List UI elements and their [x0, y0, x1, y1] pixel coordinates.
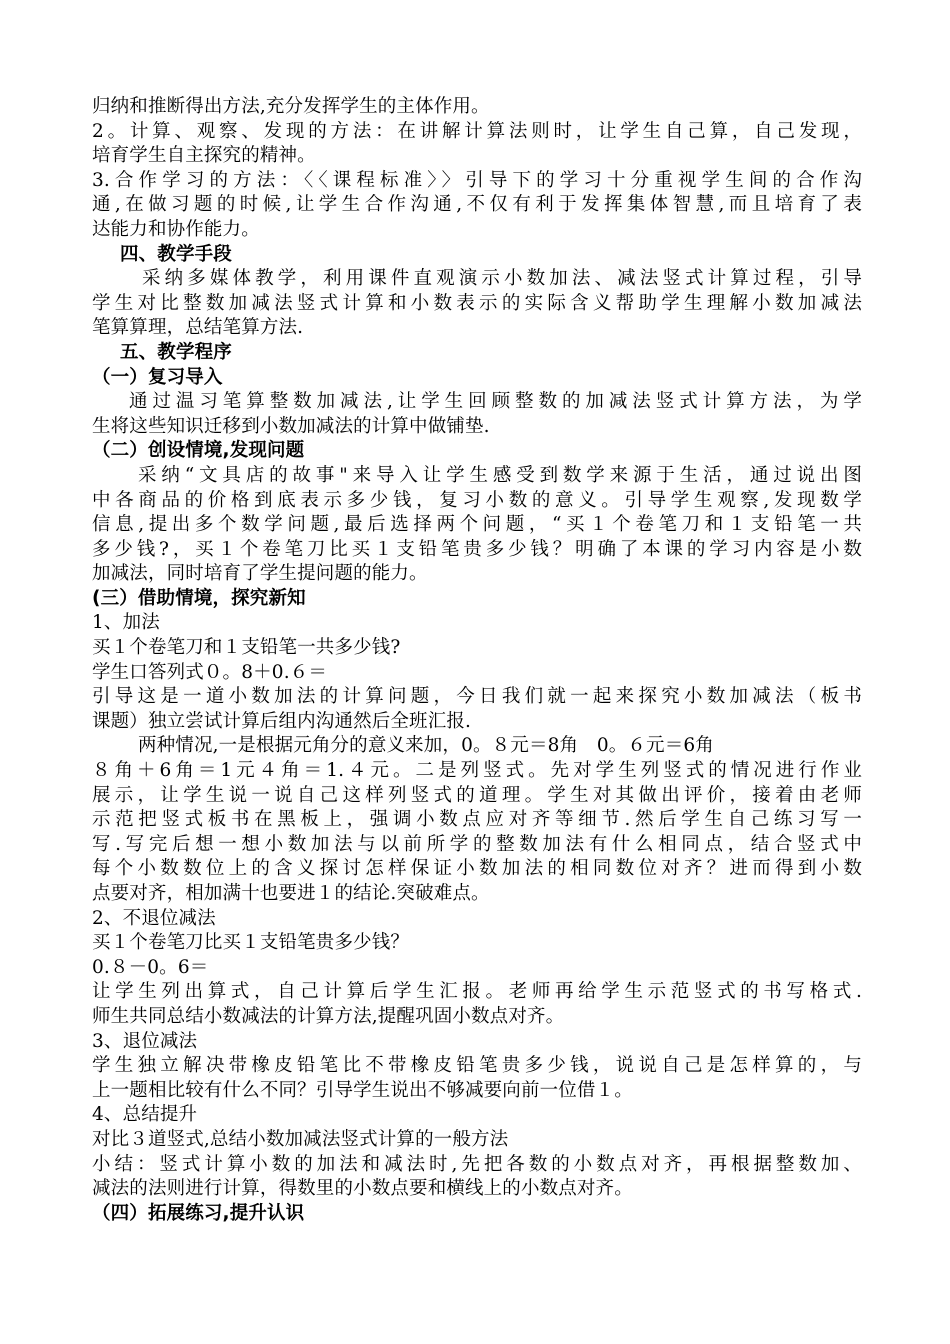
- subsection-heading: （四）拓展练习,提升认识: [92, 1202, 305, 1224]
- text-line: 让学生列出算式，自己计算后学生汇报。老师再给学生示范竖式的书写格式.: [92, 981, 862, 1003]
- text-line: 多少钱?，买１个卷笔刀比买１支铅笔贵多少钱？明确了本课的学习内容是小数: [92, 538, 862, 560]
- text-line: ８角＋6角＝1元４角＝1.４元。二是列竖式。先对学生列竖式的情况进行作业: [92, 760, 862, 782]
- text-line: 采纳“文具店的故事"来导入让学生感受到数学来源于生活，通过说出图: [138, 464, 862, 486]
- text-line: 加减法，同时培育了学生提问题的能力。: [92, 563, 428, 585]
- text-line: 减法的法则进行计算，得数里的小数点要和横线上的小数点对齐。: [92, 1178, 633, 1200]
- text-line: 采纳多媒体教学，利用课件直观演示小数加法、减法竖式计算过程，引导: [142, 268, 862, 290]
- text-line: 小结：竖式计算小数的加法和减法时,先把各数的小数点对齐，再根据整数加、: [92, 1153, 862, 1175]
- text-line: 学生口答列式０。8＋0.６＝: [92, 661, 328, 683]
- text-line: 通过温习笔算整数加减法,让学生回顾整数的加减法竖式计算方法，为学: [129, 391, 862, 413]
- text-line: 展示，让学生说一说自己这样列竖式的道理。学生对其做出评价，接着由老师: [92, 784, 862, 806]
- text-line: 引导这是一道小数加法的计算问题，今日我们就一起来探究小数加减法（板书: [92, 686, 862, 708]
- text-line: 中各商品的价格到底表示多少钱，复习小数的意义。引导学生观察,发现数学: [92, 489, 862, 511]
- text-line: 每个小数数位上的含义探讨怎样保证小数加法的相同数位对齐？进而得到小数: [92, 858, 862, 880]
- text-line: 3、退位减法: [92, 1030, 198, 1052]
- text-line: 4、总结提升: [92, 1104, 198, 1126]
- subsection-heading: （二）创设情境,发现问题: [92, 440, 305, 462]
- text-line: 笔算算理，总结笔算方法.: [92, 317, 304, 339]
- text-line: 示范把竖式板书在黑板上，强调小数点应对齐等细节.然后学生自己练习写一: [92, 809, 862, 831]
- document-page: [92, 95, 862, 1226]
- text-line: 两种情况,一是根据元角分的意义来加，0。８元＝8角 0。６元＝6角: [138, 735, 714, 757]
- text-line: 学生对比整数加减法竖式计算和小数表示的实际含义帮助学生理解小数加减法: [92, 292, 862, 314]
- text-line: 达能力和协作能力。: [92, 218, 260, 240]
- text-line: 师生共同总结小数减法的计算方法,提醒巩固小数点对齐。: [92, 1005, 565, 1027]
- text-line: 3.合作学习的方法：〈〈课程标准〉〉引导下的学习十分重视学生间的合作沟: [92, 169, 862, 191]
- text-line: 0.８－0。6＝: [92, 956, 209, 978]
- section-heading: 五、教学程序: [120, 341, 232, 363]
- text-line: 2。计算、观察、发现的方法：在讲解计算法则时，让学生自己算，自己发现，: [92, 120, 862, 142]
- text-line: 对比３道竖式,总结小数加减法竖式计算的一般方法: [92, 1128, 509, 1150]
- text-line: 买１个卷笔刀比买１支铅笔贵多少钱？: [92, 932, 410, 954]
- subsection-heading: （一）复习导入: [92, 366, 223, 388]
- text-line: 2、不退位减法: [92, 907, 216, 929]
- text-line: 1、加法: [92, 612, 160, 634]
- text-line: 上一题相比较有什么不同？引导学生说出不够减要向前一位借１。: [92, 1079, 633, 1101]
- text-line: 课题）独立尝试计算后组内沟通然后全班汇报.: [92, 710, 472, 732]
- text-line: 点要对齐，相加满十也要进１的结论.突破难点。: [92, 883, 490, 904]
- text-line: 学生独立解决带橡皮铅笔比不带橡皮铅笔贵多少钱，说说自己是怎样算的，与: [92, 1055, 862, 1077]
- subsection-heading: (三）借助情境，探究新知: [92, 587, 306, 609]
- text-line: 生将这些知识迁移到小数加减法的计算中做铺垫.: [92, 415, 490, 437]
- text-line: 通,在做习题的时候,让学生合作沟通,不仅有利于发挥集体智慧,而且培育了表: [92, 194, 862, 216]
- text-line: 归纳和推断得出方法,充分发挥学生的主体作用。: [92, 96, 490, 117]
- text-line: 信息,提出多个数学问题,最后选择两个问题，“买１个卷笔刀和１支铅笔一共: [92, 514, 862, 536]
- text-line: 买１个卷笔刀和１支铅笔一共多少钱?: [92, 637, 401, 659]
- text-line: 写.写完后想一想小数加法与以前所学的整数加法有什么相同点，结合竖式中: [92, 833, 862, 855]
- text-line: 培育学生自主探究的精神。: [92, 145, 316, 167]
- section-heading: 四、教学手段: [120, 243, 232, 265]
